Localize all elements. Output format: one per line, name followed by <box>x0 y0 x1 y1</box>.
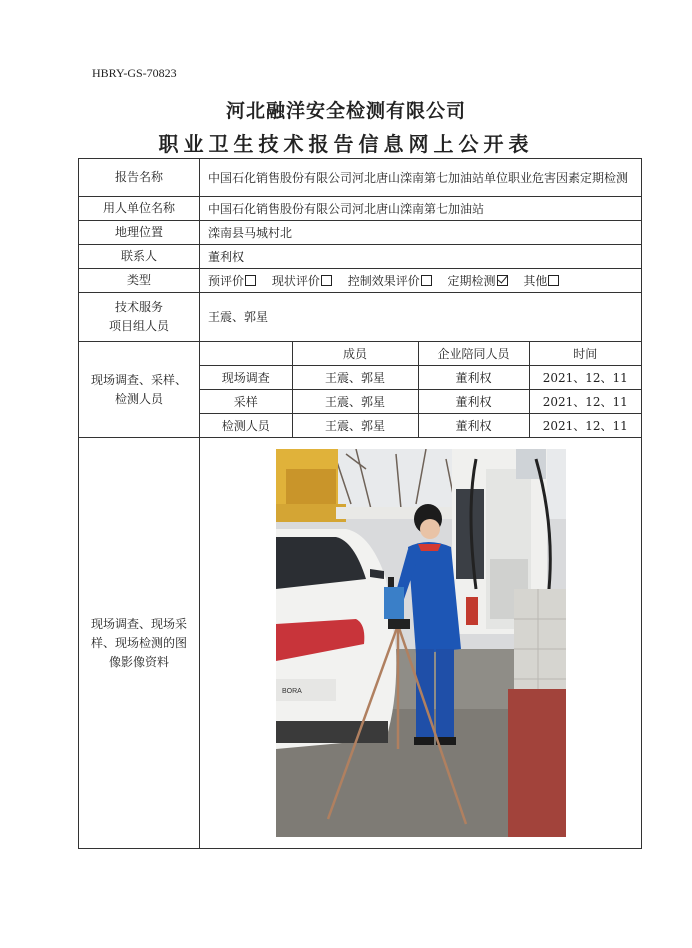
row-tech-team <box>79 293 642 342</box>
checkbox-icon <box>548 275 559 286</box>
checkbox-icon <box>421 275 432 286</box>
info-table <box>78 158 642 849</box>
header-escort: 企业陪同人员 <box>418 342 529 366</box>
row-images <box>79 438 642 849</box>
contact-value: 董利权 <box>200 245 642 269</box>
type-option-label: 控制效果评价 <box>347 273 420 288</box>
table-row <box>200 366 641 390</box>
date-cell: 2021、12、11 <box>529 366 641 390</box>
tech-team-label <box>79 293 200 342</box>
document-code: HBRY-GS-70823 <box>92 66 177 80</box>
row-location <box>79 221 642 245</box>
images-cell <box>200 438 642 849</box>
header-members: 成员 <box>292 342 418 366</box>
type-option-control-eval <box>348 274 432 288</box>
date-cell: 2021、12、11 <box>529 414 641 438</box>
type-option-pre-eval <box>208 274 256 288</box>
type-options <box>200 269 642 293</box>
field-staff-label-line: 检测人员 <box>114 391 163 406</box>
field-staff-table <box>200 342 641 437</box>
table-row <box>200 414 641 438</box>
members-cell: 王震、郭星 <box>292 414 418 438</box>
type-option-label: 其他 <box>523 273 548 288</box>
images-label-line: 现场调查、现场采 <box>90 616 187 631</box>
field-staff-label <box>79 342 200 438</box>
tech-team-label-line: 技术服务 <box>114 300 163 314</box>
images-label-line: 像影像资料 <box>108 654 169 669</box>
type-option-other <box>523 274 559 288</box>
contact-label: 联系人 <box>79 245 200 269</box>
car-badge-text: BORA <box>281 688 302 695</box>
row-employer <box>79 197 642 221</box>
role-cell: 检测人员 <box>200 414 292 438</box>
field-staff-cell <box>200 342 642 438</box>
date-cell: 2021、12、11 <box>529 390 641 414</box>
table-row <box>200 390 641 414</box>
header-role <box>200 342 292 366</box>
type-option-periodic <box>448 274 508 288</box>
report-name-label: 报告名称 <box>79 159 200 197</box>
type-option-label: 定期检测 <box>447 273 496 288</box>
page-title: 职业卫生技术报告信息网上公开表 <box>158 132 534 156</box>
employer-label: 用人单位名称 <box>79 197 200 221</box>
type-option-label: 现状评价 <box>271 273 320 288</box>
images-label <box>79 438 200 849</box>
header-date: 时间 <box>529 342 641 366</box>
report-name-value: 中国石化销售股份有限公司河北唐山滦南第七加油站单位职业危害因素定期检测 <box>200 159 642 197</box>
employer-value: 中国石化销售股份有限公司河北唐山滦南第七加油站 <box>200 197 642 221</box>
checkbox-icon <box>321 275 332 286</box>
role-cell: 采样 <box>200 390 292 414</box>
members-cell: 王震、郭星 <box>292 390 418 414</box>
location-label: 地理位置 <box>79 221 200 245</box>
field-staff-label-line: 现场调查、采样、 <box>90 372 187 387</box>
checkbox-checked-icon <box>497 275 508 286</box>
images-label-line: 样、现场检测的图 <box>90 635 187 650</box>
field-staff-header-row <box>200 342 641 366</box>
company-name: 河北融洋安全检测有限公司 <box>225 100 466 122</box>
row-contact <box>79 245 642 269</box>
type-option-status-eval <box>272 274 332 288</box>
escort-cell: 董利权 <box>418 414 529 438</box>
checkbox-icon <box>245 275 256 286</box>
type-label: 类型 <box>79 269 200 293</box>
tech-team-label-line: 项目组人员 <box>108 319 169 333</box>
tech-team-value: 王震、郭星 <box>200 293 642 342</box>
site-inspection-photo <box>276 449 566 837</box>
row-report-name <box>79 159 642 197</box>
role-cell: 现场调查 <box>200 366 292 390</box>
escort-cell: 董利权 <box>418 390 529 414</box>
row-type <box>79 269 642 293</box>
escort-cell: 董利权 <box>418 366 529 390</box>
type-option-label: 预评价 <box>208 273 245 288</box>
location-value: 滦南县马城村北 <box>200 221 642 245</box>
row-field-staff <box>79 342 642 438</box>
members-cell: 王震、郭星 <box>292 366 418 390</box>
